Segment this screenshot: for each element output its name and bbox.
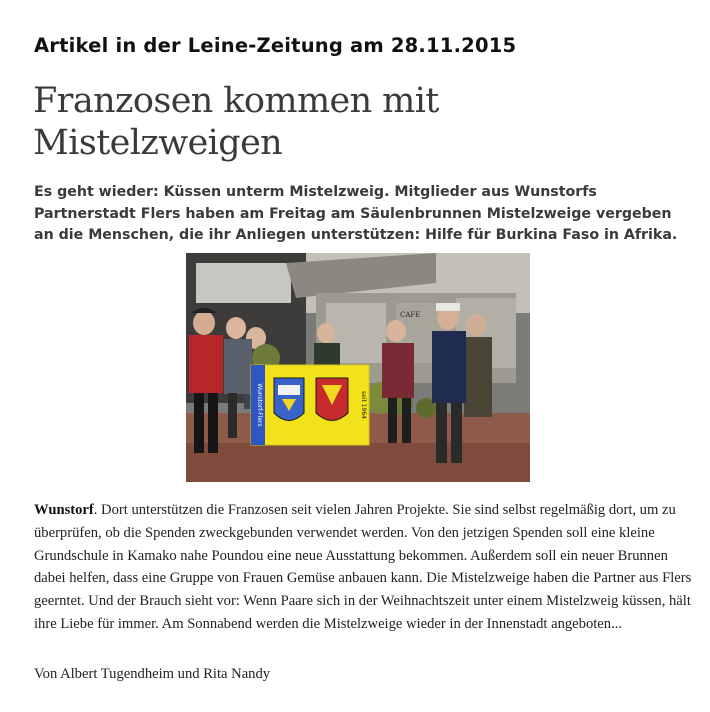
article-byline: Von Albert Tugendheim und Rita Nandy — [34, 666, 271, 682]
article-source-heading: Artikel in der Leine-Zeitung am 28.11.2015 — [34, 34, 517, 57]
svg-text:CAFE: CAFE — [400, 311, 421, 319]
article-place: Wunstorf — [34, 502, 94, 518]
article-body — [34, 499, 694, 636]
banner-text-left: Wunstorf-Flers — [256, 383, 263, 427]
photo-illustration — [186, 253, 530, 482]
article-photo — [186, 253, 530, 482]
article-title: Franzosen kommen mit Mistelzweigen — [33, 81, 439, 163]
banner-text-right: seit 1964 — [360, 390, 367, 420]
article-lead: Es geht wieder: Küssen unterm Mistelzweig. Mitglieder aus Wunstorfs Partnerstadt Flers haben am Freitag am Säulenbrunnen Mistelzweige vergeben an die Menschen, die ihr Anliegen unterstützen: Hilfe für Burkina Faso in Afrika. — [34, 184, 678, 243]
article-body-text: . Dort unterstützen die Franzosen seit vielen Jahren Projekte. Sie sind selbst regelmäßig dort, um zu überprüfen, ob die Spenden zweckgebunden verwendet werden. Von den jetzigen Spenden soll eine kleine Grundschule in Kamako nahe Poundou eine neue Ausstattung bekommen. Außerdem soll ein neuer Brunnen dabei helfen, dass eine Gruppe von Frauen Gemüse anbauen kann. Die Mistelzweige haben die Partner aus Flers geerntet. Und der Brauch sieht vor: Wenn Paare sich in der Weihnachtszeit unter einem Mistelzweig küssen, hält ihre Liebe für immer. Am Sonnabend werden die Mistelzweige wieder in der Innenstadt angeboten... — [34, 502, 692, 632]
